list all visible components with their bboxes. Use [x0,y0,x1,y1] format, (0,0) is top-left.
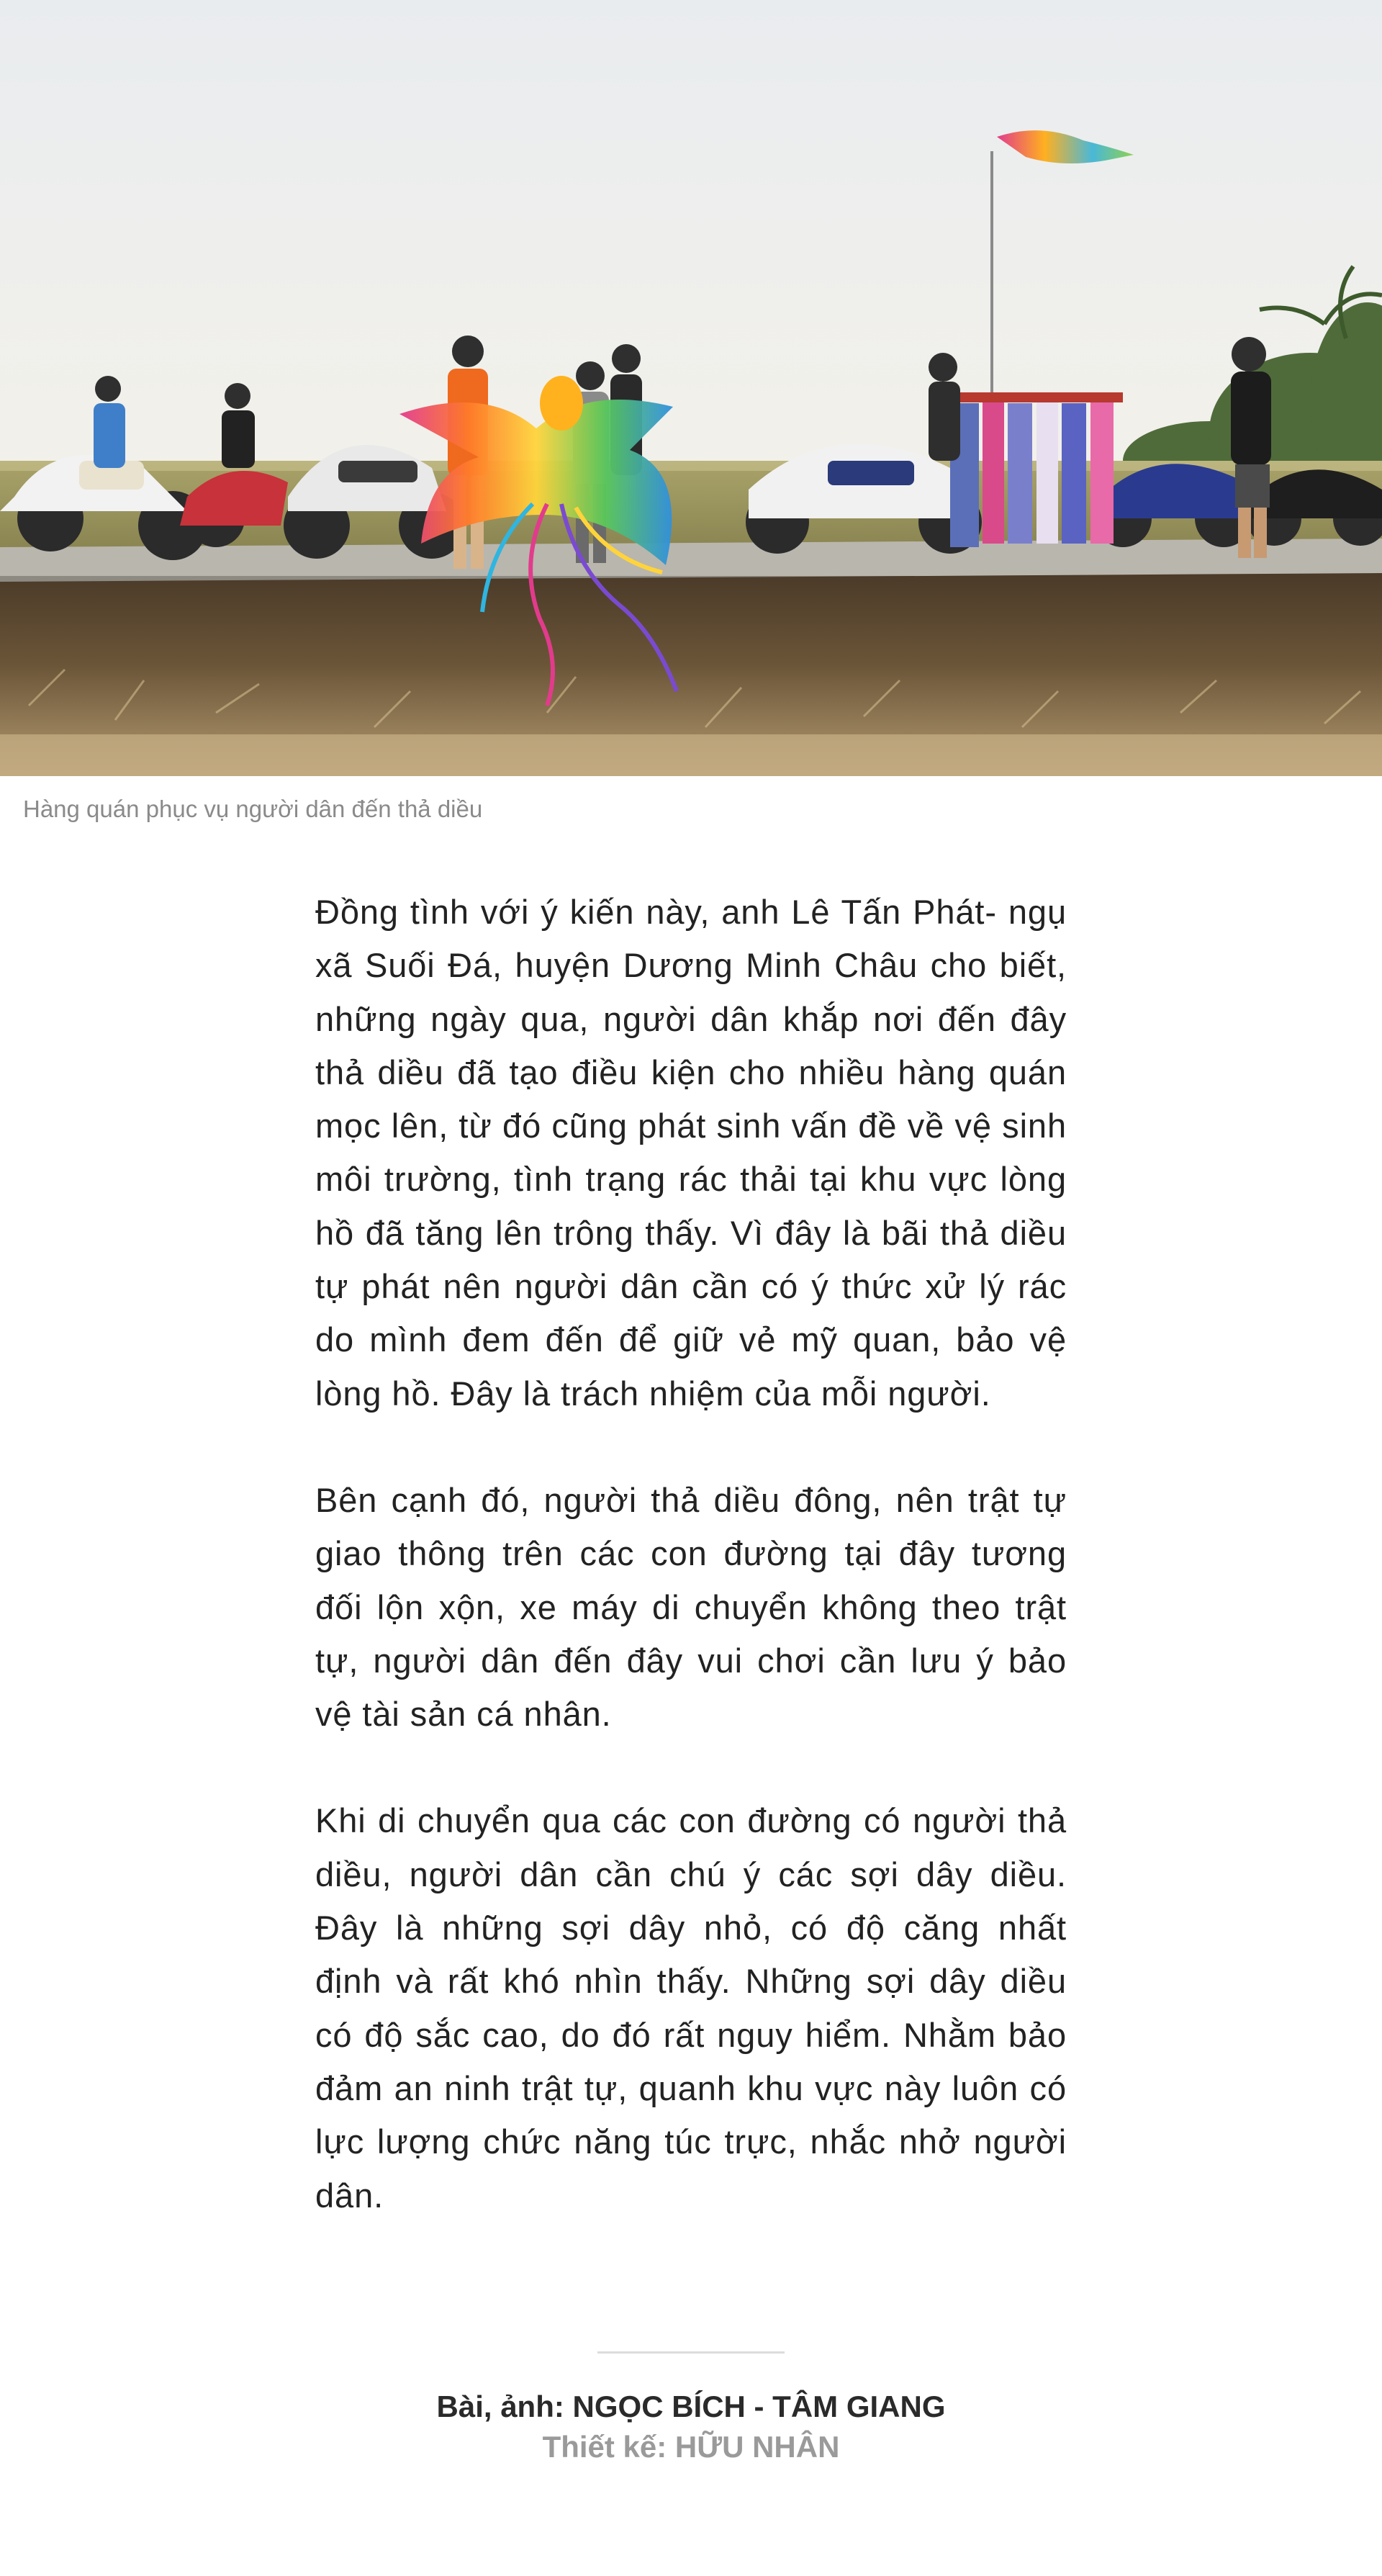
kite-festival-photo [0,0,1382,776]
photo-caption: Hàng quán phục vụ người dân đến thả diều [23,796,483,822]
article-photo [0,0,1382,776]
paragraph: Đồng tình với ý kiến này, anh Lê Tấn Phát- ngụ xã Suối Đá, huyện Dương Minh Châu cho biết, những ngày qua, người dân khắp nơi đến đây thả diều đã tạo điều kiện cho nhiều hàng quán mọc lên, từ đó cũng phát sinh vấn đề về vệ sinh môi trường, tình trạng rác thải tại khu vực lòng hồ đã tăng lên trông thấy. Vì đây là bãi thả diều tự phát nên người dân cần có ý thức xử lý rác do mình đem đến để giữ vẻ mỹ quan, bảo vệ lòng hồ. Đây là trách nhiệm của mỗi người. [315,893,1067,1413]
paragraph: Khi di chuyển qua các con đường có người thả diều, người dân cần chú ý các sợi dây diều. Đây là những sợi dây nhỏ, có độ căng nhất định và rất khó nhìn thấy. Những sợi dây diều có độ sắc cao, do đó rất nguy hiểm. Nhằm bảo đảm an ninh trật tự, quanh khu vực này luôn có lực lượng chức năng túc trực, nhắc nhở người dân. [315,1801,1067,2215]
credits-divider [597,2351,785,2354]
article-body [315,886,1067,2276]
design-credit: Thiết kế: HỮU NHÂN [542,2430,840,2464]
author-credit: Bài, ảnh: NGỌC BÍCH - TÂM GIANG [436,2390,946,2423]
paragraph: Bên cạnh đó, người thả diều đông, nên trật tự giao thông trên các con đường tại đây tương đối lộn xộn, xe máy di chuyển không theo trật tự, người dân đến đây vui chơi cần lưu ý bảo vệ tài sản cá nhân. [315,1480,1067,1734]
